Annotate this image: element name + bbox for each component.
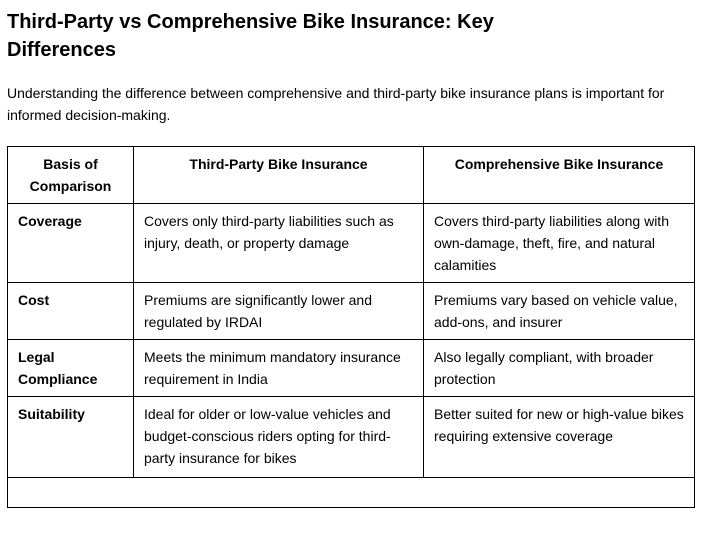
comparison-table	[7, 146, 695, 508]
cell-suitability-comprehensive: Better suited for new or high-value bikes requiring extensive coverage	[424, 397, 695, 478]
table-row-legal-compliance	[8, 340, 695, 397]
column-header-comprehensive: Comprehensive Bike Insurance	[424, 147, 695, 204]
column-header-third-party: Third-Party Bike Insurance	[134, 147, 424, 204]
table-row-suitability	[8, 397, 695, 478]
cell-cost-comprehensive: Premiums vary based on vehicle value, add-ons, and insurer	[424, 283, 695, 340]
table-header-row	[8, 147, 695, 204]
cell-suitability-third-party: Ideal for older or low-value vehicles and budget-conscious riders opting for third-party insurance for bikes	[134, 397, 424, 478]
page-title: Third-Party vs Comprehensive Bike Insurance: Key Differences	[7, 11, 494, 61]
cell-coverage-comprehensive: Covers third-party liabilities along with own-damage, theft, fire, and natural calamities	[424, 204, 695, 283]
table-row-cost	[8, 283, 695, 340]
cell-legal-comprehensive: Also legally compliant, with broader protection	[424, 340, 695, 397]
row-header-suitability: Suitability	[8, 397, 134, 478]
cell-coverage-third-party: Covers only third-party liabilities such as injury, death, or property damage	[134, 204, 424, 283]
cell-cost-third-party: Premiums are significantly lower and regulated by IRDAI	[134, 283, 424, 340]
row-header-coverage: Coverage	[8, 204, 134, 283]
cell-legal-third-party: Meets the minimum mandatory insurance requirement in India	[134, 340, 424, 397]
column-header-basis: Basis of Comparison	[8, 147, 134, 204]
table-row-coverage	[8, 204, 695, 283]
clipped-empty-cell	[8, 478, 695, 508]
intro-paragraph: Understanding the difference between comprehensive and third-party bike insurance plans is important for informed decision-making.	[7, 85, 665, 123]
table-row-clipped	[8, 478, 695, 508]
row-header-cost: Cost	[8, 283, 134, 340]
row-header-legal-compliance: Legal Compliance	[8, 340, 134, 397]
